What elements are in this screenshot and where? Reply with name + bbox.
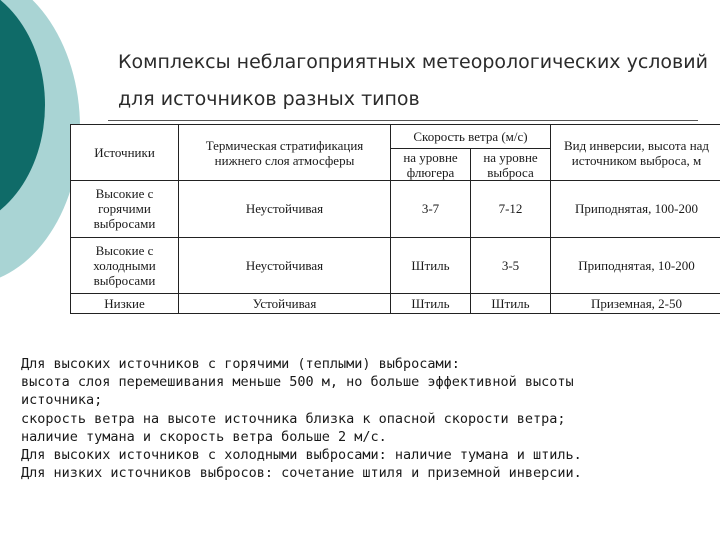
text-line: скорость ветра на высоте источника близка к опасной скорости ветра; bbox=[21, 410, 566, 427]
header-inversion: Вид инверсии, высота над источником выброса, м bbox=[551, 125, 720, 181]
cell-inversion: Приподнятая, 10-200 bbox=[551, 237, 720, 293]
conditions-table bbox=[70, 124, 720, 314]
text-line: Для высоких источников с горячими (теплыми) выбросами: bbox=[21, 356, 460, 372]
cell-source: Низкие bbox=[71, 293, 179, 313]
cell-wind-release: 7-12 bbox=[471, 181, 551, 237]
header-wind-vane: на уровне флюгера bbox=[391, 149, 471, 181]
header-wind-release: на уровне выброса bbox=[471, 149, 551, 181]
text-line: Для низких источников выбросов: сочетание штиля и приземной инверсии. bbox=[21, 465, 582, 482]
cell-inversion: Приземная, 2-50 bbox=[551, 293, 720, 313]
text-line: Для высоких источников с холодными выбросами: наличие тумана и штиль. bbox=[21, 447, 582, 464]
title-divider bbox=[108, 120, 698, 121]
cell-source: Высокие с горячими выбросами bbox=[71, 181, 179, 237]
cell-wind-release: Штиль bbox=[471, 293, 551, 313]
text-line: высота слоя перемешивания меньше 500 м, но больше эффективной высоты bbox=[21, 374, 574, 391]
table-row bbox=[71, 293, 720, 313]
table-header-row bbox=[71, 125, 720, 149]
cell-wind-vane: Штиль bbox=[391, 237, 471, 293]
cell-wind-vane: Штиль bbox=[391, 293, 471, 313]
header-stratification: Термическая стратификация нижнего слоя атмосферы bbox=[179, 125, 391, 181]
cell-wind-vane: 3-7 bbox=[391, 181, 471, 237]
text-line: наличие тумана и скорость ветра больше 2 м/с. bbox=[21, 428, 387, 445]
cell-wind-release: 3-5 bbox=[471, 237, 551, 293]
cell-inversion: Приподнятая, 100-200 bbox=[551, 181, 720, 237]
cell-stratification: Неустойчивая bbox=[179, 237, 391, 293]
slide-title: Комплексы неблагоприятных метеорологических условий для источников разных типов bbox=[118, 51, 708, 110]
text-line: источника; bbox=[21, 392, 103, 409]
cell-stratification: Устойчивая bbox=[179, 293, 391, 313]
cell-stratification: Неустойчивая bbox=[179, 181, 391, 237]
cell-source: Высокие с холодными выбросами bbox=[71, 237, 179, 293]
header-wind-speed: Скорость ветра (м/с) bbox=[391, 125, 551, 149]
body-text bbox=[21, 355, 711, 482]
table-row bbox=[71, 237, 720, 293]
header-source: Источники bbox=[71, 125, 179, 181]
table-row bbox=[71, 181, 720, 237]
table-image bbox=[70, 124, 720, 314]
